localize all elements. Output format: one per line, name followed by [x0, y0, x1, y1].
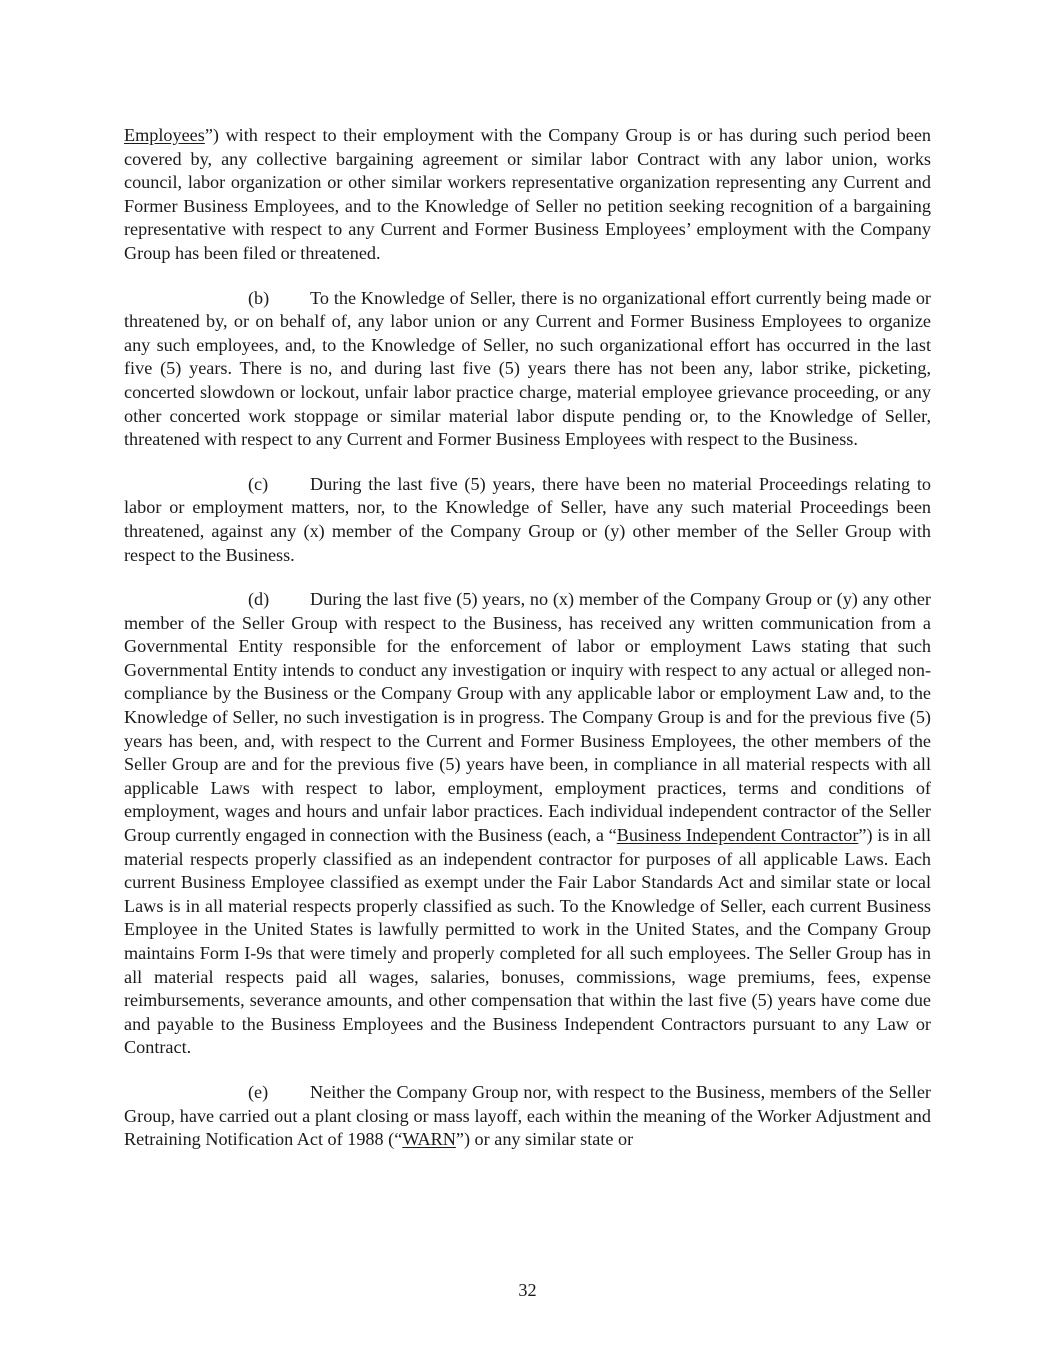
defined-term-employees: Employees [124, 125, 205, 145]
paragraph-c [124, 473, 931, 567]
paragraph-d [124, 588, 931, 1060]
paragraph-text: To the Knowledge of Seller, there is no organizational effort currently being made or threatened by, or on behalf of, any labor union or any Current and Former Business Employees to organize any such employees, and, to the Knowledge of Seller, no such organizational effort has occurred in the last five (5) years. There is no, and during last five (5) years there has not been any, labor strike, picketing, concerted slowdown or lockout, unfair labor practice charge, material employee grievance proceeding, or any other concerted work stoppage or similar material labor dispute pending or, to the Knowledge of Seller, threatened with respect to any Current and Former Business Employees with respect to the Business. [124, 287, 931, 450]
paragraph-continuation [124, 124, 931, 266]
paragraph-label: (d) [248, 589, 270, 610]
defined-term-warn: WARN [402, 1129, 456, 1150]
paragraph-label: (b) [248, 287, 270, 308]
paragraph-label: (c) [248, 473, 269, 494]
paragraph-e [124, 1081, 931, 1152]
paragraph-text-before: Neither the Company Group nor, with respect to the Business, members of the Seller Group, have carried out a plant closing or mass layoff, each within the meaning of the Worker Adjustment and Retraining Notification Act of 1988 (“ [124, 1081, 931, 1150]
paragraph-text: During the last five (5) years, there have been no material Proceedings relating to labor or employment matters, nor, to the Knowledge of Seller, have any such material Proceedings been threatened, against any (x) member of the Company Group or (y) other member of the Seller Group with respect to the Business. [124, 473, 931, 565]
paragraph-b [124, 287, 931, 452]
document-page [124, 124, 931, 1152]
paragraph-text: ”) with respect to their employment with the Company Group is or has during such period been covered by, any collective bargaining agreement or similar labor Contract with any labor union, works council, labor organization or other similar workers representative organization representing any Current and Former Business Employees, and to the Knowledge of Seller no petition seeking recognition of a bargaining representative with respect to any Current and Former Business Employees’ employment with the Company Group has been filed or threatened. [124, 125, 931, 263]
paragraph-text-after: ”) or any similar state or [455, 1129, 634, 1150]
paragraph-text-after: ”) is in all material respects properly classified as an independent contractor for purposes of all applicable Laws. Each current Business Employee classified as exempt under the Fair Labor Standards Act and similar state or local Laws is in all material respects properly classified as such. To the Knowledge of Seller, each current Business Employee in the United States is lawfully permitted to work in the United States, and the Company Group maintains Form I-9s that were timely and properly completed for all such employees. The Seller Group has in all material respects paid all wages, salaries, bonuses, commissions, wage premiums, fees, expense reimbursements, severance amounts, and other compensation that within the last five (5) years have come due and payable to the Business Employees and the Business Independent Contractors pursuant to any Law or Contract. [124, 825, 931, 1058]
paragraph-text-before: During the last five (5) years, no (x) member of the Company Group or (y) any other member of the Seller Group with respect to the Business, has received any written communication from a Governmental Entity responsible for the enforcement of labor or employment Laws stating that such Governmental Entity intends to conduct any investigation or inquiry with respect to any actual or alleged non-compliance by the Business or the Company Group with any applicable labor or employment Law and, to the Knowledge of Seller, no such investigation is in progress. The Company Group is and for the previous five (5) years has been, and, with respect to the Current and Former Business Employees, the other members of the Seller Group are and for the previous five (5) years have been, in compliance in all material respects with all applicable Laws with respect to labor, employment, employment practices, terms and conditions of employment, wages and hours and unfair labor practices. Each individual independent contractor of the Seller Group currently engaged in connection with the Business (each, a “ [124, 589, 931, 846]
paragraph-label: (e) [248, 1081, 269, 1102]
defined-term-business-independent-contractor: Business Independent Contractor [616, 825, 859, 846]
page-number: 32 [518, 1280, 537, 1300]
